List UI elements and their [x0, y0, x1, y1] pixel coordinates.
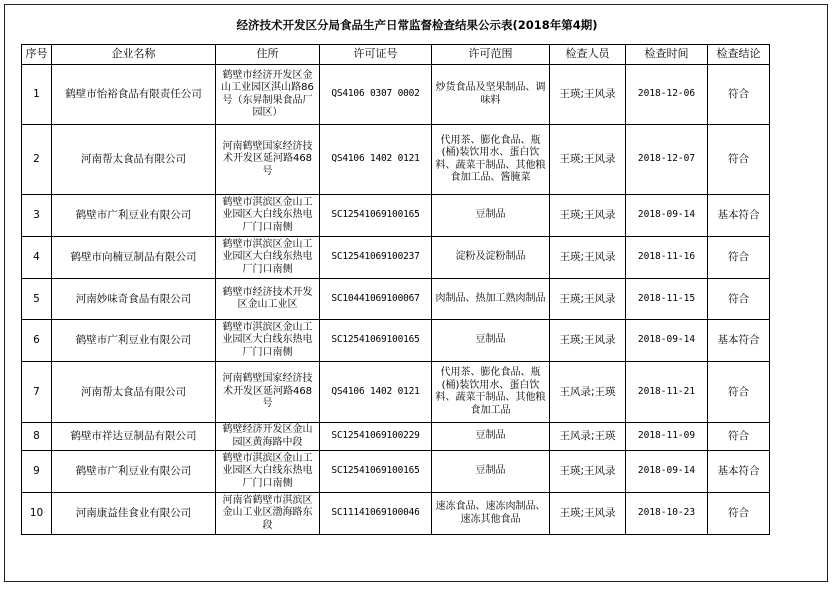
- table-row: [22, 423, 770, 451]
- company-address: 河南鹤壁国家经济技术开发区延河路468号: [216, 362, 320, 423]
- inspection-date: 2018-12-07: [626, 125, 708, 195]
- inspectors: 王瑛;王风录: [550, 451, 626, 493]
- row-number: 5: [22, 279, 52, 320]
- company-name: 河南帮太食品有限公司: [52, 362, 216, 423]
- table-row: [22, 125, 770, 195]
- inspection-date: 2018-09-14: [626, 195, 708, 237]
- row-number: 10: [22, 493, 52, 535]
- inspection-result: 符合: [708, 125, 770, 195]
- table-row: [22, 493, 770, 535]
- license-number: SC12541069100165: [320, 320, 432, 362]
- inspectors: 王瑛;王风录: [550, 195, 626, 237]
- table-row: [22, 320, 770, 362]
- license-scope: 肉制品、热加工熟肉制品: [432, 279, 550, 320]
- inspection-result: 符合: [708, 493, 770, 535]
- header-cell: 检查时间: [626, 45, 708, 65]
- inspection-date: 2018-11-21: [626, 362, 708, 423]
- table-row: [22, 237, 770, 279]
- header-cell: 许可证号: [320, 45, 432, 65]
- company-address: 鹤壁市淇滨区金山工业园区大白线东热电厂门口南侧: [216, 237, 320, 279]
- company-name: 河南妙味奇食品有限公司: [52, 279, 216, 320]
- company-name: 河南帮太食品有限公司: [52, 125, 216, 195]
- inspection-date: 2018-11-15: [626, 279, 708, 320]
- company-address: 鹤壁市淇滨区金山工业园区大白线东热电厂门口南侧: [216, 451, 320, 493]
- row-number: 6: [22, 320, 52, 362]
- license-number: SC12541069100165: [320, 451, 432, 493]
- inspection-date: 2018-11-16: [626, 237, 708, 279]
- license-scope: 速冻食品、速冻肉制品、速冻其他食品: [432, 493, 550, 535]
- row-number: 9: [22, 451, 52, 493]
- license-number: QS4106 1402 0121: [320, 362, 432, 423]
- company-address: 鹤壁经济开发区金山园区黄海路中段: [216, 423, 320, 451]
- inspectors: 王瑛;王风录: [550, 237, 626, 279]
- header-cell: 企业名称: [52, 45, 216, 65]
- inspection-date: 2018-09-14: [626, 451, 708, 493]
- table-row: [22, 362, 770, 423]
- company-name: 鹤壁市祥达豆制品有限公司: [52, 423, 216, 451]
- header-cell: 许可范围: [432, 45, 550, 65]
- table-row: [22, 279, 770, 320]
- license-number: SC11141069100046: [320, 493, 432, 535]
- license-number: QS4106 0307 0002: [320, 65, 432, 125]
- company-address: 河南鹤壁国家经济技术开发区延河路468号: [216, 125, 320, 195]
- row-number: 1: [22, 65, 52, 125]
- row-number: 3: [22, 195, 52, 237]
- inspection-result: 符合: [708, 423, 770, 451]
- license-scope: 炒货食品及坚果制品、调味料: [432, 65, 550, 125]
- inspection-result: 基本符合: [708, 320, 770, 362]
- table-row: [22, 65, 770, 125]
- inspection-result: 符合: [708, 65, 770, 125]
- header-cell: 序号: [22, 45, 52, 65]
- header-cell: 检查人员: [550, 45, 626, 65]
- company-name: 鹤壁市广利豆业有限公司: [52, 451, 216, 493]
- inspection-date: 2018-10-23: [626, 493, 708, 535]
- row-number: 4: [22, 237, 52, 279]
- header-cell: 住所: [216, 45, 320, 65]
- page-title: 经济技术开发区分局食品生产日常监督检查结果公示表(2018年第4期): [236, 18, 598, 32]
- inspectors: 王瑛;王风录: [550, 320, 626, 362]
- inspectors: 王瑛;王风录: [550, 493, 626, 535]
- company-address: 河南省鹤壁市淇滨区金山工业区渤海路东段: [216, 493, 320, 535]
- license-scope: 淀粉及淀粉制品: [432, 237, 550, 279]
- company-address: 鹤壁市经济开发区金山工业园区淇山路86号（东昇制果食品厂园区）: [216, 65, 320, 125]
- license-number: QS4106 1402 0121: [320, 125, 432, 195]
- inspectors: 王瑛;王风录: [550, 125, 626, 195]
- company-name: 河南康益佳食业有限公司: [52, 493, 216, 535]
- inspection-result: 符合: [708, 237, 770, 279]
- inspectors: 王风录;王瑛: [550, 362, 626, 423]
- inspectors: 王瑛;王风录: [550, 65, 626, 125]
- license-scope: 豆制品: [432, 195, 550, 237]
- license-number: SC12541069100229: [320, 423, 432, 451]
- company-name: 鹤壁市广利豆业有限公司: [52, 320, 216, 362]
- inspectors: 王瑛;王风录: [550, 279, 626, 320]
- company-address: 鹤壁市淇滨区金山工业园区大白线东热电厂门口南侧: [216, 195, 320, 237]
- license-number: SC12541069100237: [320, 237, 432, 279]
- header-cell: 检查结论: [708, 45, 770, 65]
- license-scope: 豆制品: [432, 320, 550, 362]
- row-number: 7: [22, 362, 52, 423]
- license-number: SC10441069100067: [320, 279, 432, 320]
- header-row: [22, 45, 770, 65]
- inspection-date: 2018-11-09: [626, 423, 708, 451]
- license-scope: 豆制品: [432, 451, 550, 493]
- table-row: [22, 195, 770, 237]
- inspection-result: 符合: [708, 279, 770, 320]
- inspection-result: 符合: [708, 362, 770, 423]
- inspection-table: [21, 44, 770, 535]
- inspection-date: 2018-09-14: [626, 320, 708, 362]
- inspection-result: 基本符合: [708, 451, 770, 493]
- company-name: 鹤壁市向楠豆制品有限公司: [52, 237, 216, 279]
- company-address: 鹤壁市经济技术开发区金山工业区: [216, 279, 320, 320]
- company-name: 鹤壁市怡裕食品有限责任公司: [52, 65, 216, 125]
- license-scope: 代用茶、膨化食品、瓶(桶)装饮用水、蛋白饮料、蔬菜干制品、其他粮食加工品: [432, 362, 550, 423]
- license-scope: 豆制品: [432, 423, 550, 451]
- inspectors: 王风录;王瑛: [550, 423, 626, 451]
- license-scope: 代用茶、膨化食品、瓶(桶)装饮用水、蛋白饮料、蔬菜干制品、其他粮食加工品、酱腌菜: [432, 125, 550, 195]
- inspection-date: 2018-12-06: [626, 65, 708, 125]
- row-number: 8: [22, 423, 52, 451]
- license-number: SC12541069100165: [320, 195, 432, 237]
- company-address: 鹤壁市淇滨区金山工业园区大白线东热电厂门口南侧: [216, 320, 320, 362]
- inspection-result: 基本符合: [708, 195, 770, 237]
- row-number: 2: [22, 125, 52, 195]
- company-name: 鹤壁市广利豆业有限公司: [52, 195, 216, 237]
- table-row: [22, 451, 770, 493]
